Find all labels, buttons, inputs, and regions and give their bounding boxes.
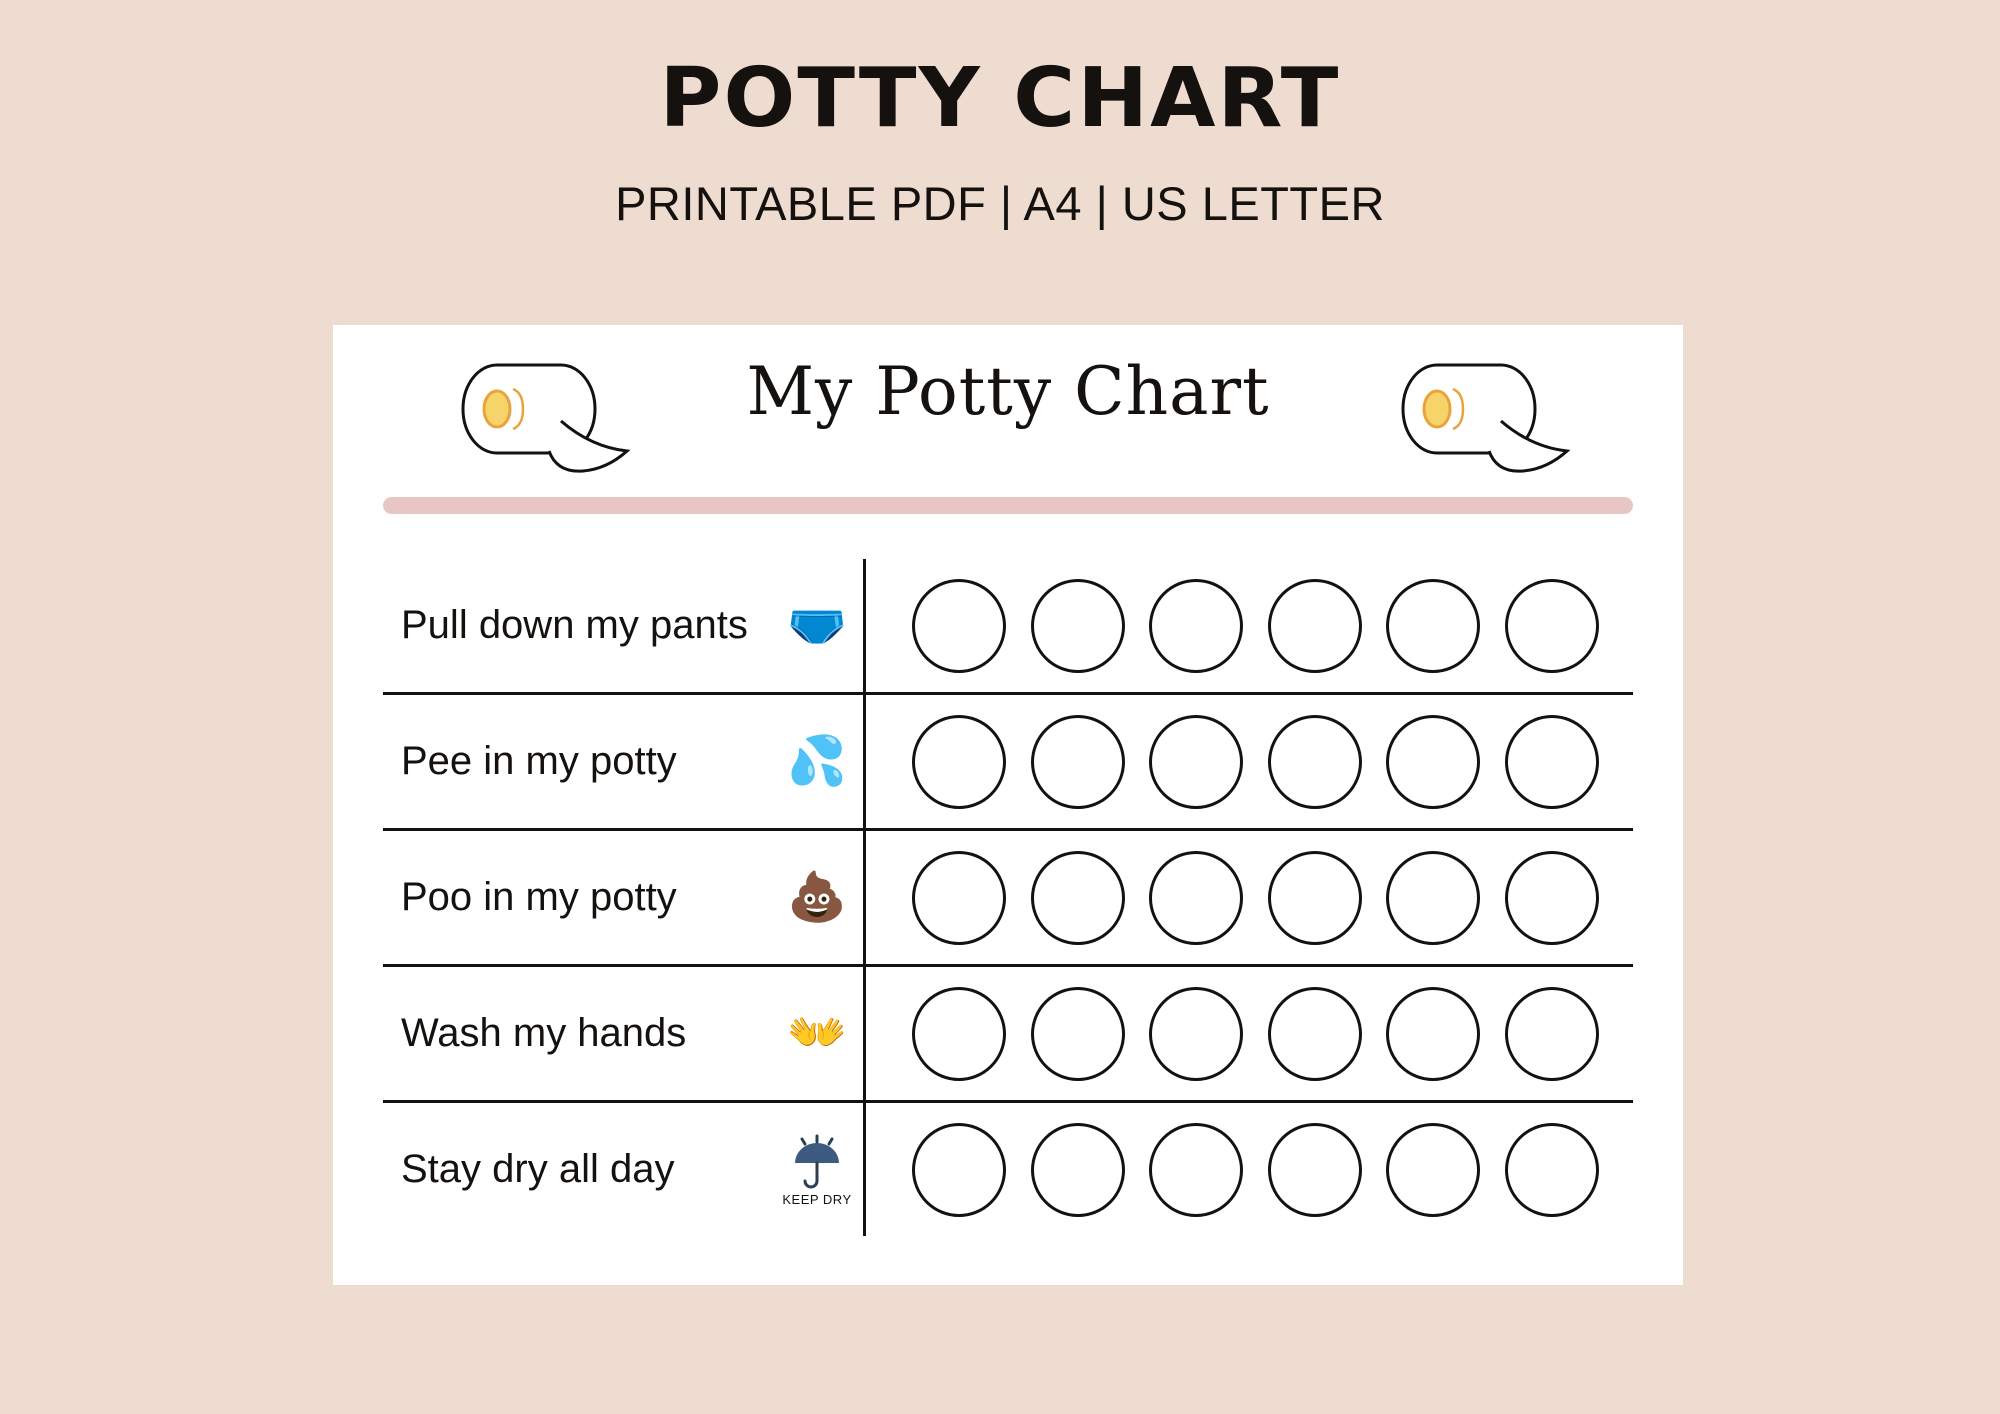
row-label: Pee in my potty: [401, 739, 677, 783]
row-label: Wash my hands: [401, 1011, 687, 1055]
underwear-icon: 🩲: [787, 598, 847, 652]
table-row: [383, 967, 1633, 1103]
row-label: Stay dry all day: [401, 1147, 675, 1191]
sticker-circle[interactable]: [1149, 987, 1243, 1081]
chart-header: [333, 325, 1683, 485]
page-title: POTTY CHART: [659, 51, 1341, 146]
row-label-cell: [383, 1103, 863, 1236]
potty-chart-card: [333, 325, 1683, 1285]
row-label-cell: [383, 695, 863, 828]
sticker-cells: [866, 987, 1633, 1081]
sticker-circle[interactable]: [1268, 851, 1362, 945]
sticker-circle[interactable]: [1031, 715, 1125, 809]
sticker-circle[interactable]: [1268, 1123, 1362, 1217]
keep-dry-caption: KEEP DRY: [782, 1192, 852, 1207]
sticker-circle[interactable]: [1031, 1123, 1125, 1217]
sticker-circle[interactable]: [1505, 987, 1599, 1081]
page-subtitle: PRINTABLE PDF | A4 | US LETTER: [615, 177, 1385, 230]
table-row: [383, 831, 1633, 967]
row-label-cell: [383, 559, 863, 692]
row-label: Poo in my potty: [401, 875, 677, 919]
sticker-circle[interactable]: [1505, 715, 1599, 809]
sticker-circle[interactable]: [912, 579, 1006, 673]
sticker-circle[interactable]: [1386, 579, 1480, 673]
sticker-circle[interactable]: [1386, 987, 1480, 1081]
sticker-cells: [866, 1123, 1633, 1217]
chart-table: [383, 559, 1633, 1236]
sticker-circle[interactable]: [912, 851, 1006, 945]
sticker-circle[interactable]: [1268, 579, 1362, 673]
promo-header: [0, 0, 2000, 231]
sticker-circle[interactable]: [1031, 579, 1125, 673]
row-label-cell: [383, 831, 863, 964]
sticker-circle[interactable]: [1386, 1123, 1480, 1217]
row-label: Pull down my pants: [401, 603, 748, 647]
sticker-circle[interactable]: [1031, 851, 1125, 945]
table-row: [383, 695, 1633, 831]
sticker-circle[interactable]: [1031, 987, 1125, 1081]
sticker-circle[interactable]: [1268, 715, 1362, 809]
toilet-paper-roll-icon: [1383, 363, 1583, 488]
sticker-circle[interactable]: [1505, 579, 1599, 673]
sticker-cells: [866, 851, 1633, 945]
umbrella-rain-icon: [771, 1133, 863, 1206]
sticker-circle[interactable]: [912, 1123, 1006, 1217]
chart-title: My Potty Chart: [746, 353, 1270, 430]
droplets-icon: 💦: [787, 734, 847, 788]
sticker-cells: [866, 579, 1633, 673]
sticker-circle[interactable]: [1149, 715, 1243, 809]
sticker-circle[interactable]: [912, 715, 1006, 809]
sticker-circle[interactable]: [1505, 1123, 1599, 1217]
sticker-circle[interactable]: [1505, 851, 1599, 945]
washing-hands-icon: 👐: [787, 1006, 847, 1060]
table-row: [383, 559, 1633, 695]
sticker-circle[interactable]: [1149, 1123, 1243, 1217]
sticker-circle[interactable]: [912, 987, 1006, 1081]
sticker-circle[interactable]: [1386, 851, 1480, 945]
title-divider: [383, 497, 1633, 514]
sticker-circle[interactable]: [1386, 715, 1480, 809]
sticker-circle[interactable]: [1268, 987, 1362, 1081]
sticker-circle[interactable]: [1149, 579, 1243, 673]
sticker-cells: [866, 715, 1633, 809]
row-label-cell: [383, 967, 863, 1100]
sticker-circle[interactable]: [1149, 851, 1243, 945]
table-row: [383, 1103, 1633, 1236]
poop-icon: 💩: [787, 870, 847, 924]
